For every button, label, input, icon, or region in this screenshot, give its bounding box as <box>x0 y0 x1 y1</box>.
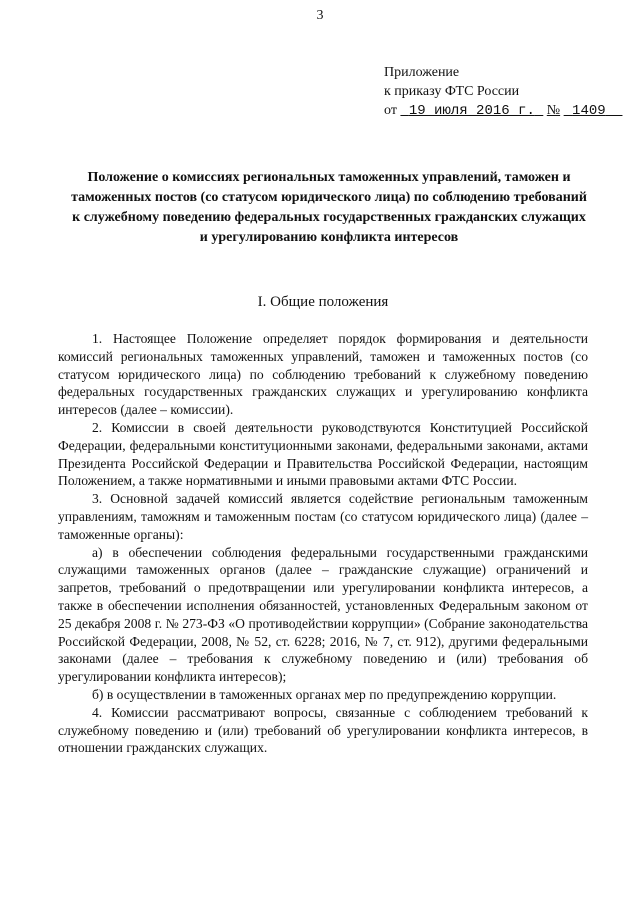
order-date: 19 июля 2016 г. <box>408 103 535 119</box>
paragraph-3a: а) в обеспечении соблюдения федеральными государственными гражданскими служащими таможенных органов (далее – гражданские служащие) ограничений и запретов, требований о предотвращении или урегулировании конфликта интересов, а также в обеспечении исполнения обязанностей, установленных Федеральным законом от 25 декабря 2008 г. № 273-ФЗ «О противодействии коррупции» (Собрание законодательства Российской Федерации, 2008, № 52, ст. 6228; 2016, № 7, ст. 912), другими федеральными законами (далее – требования к служебному поведению и (или) требования об урегулировании конфликта интересов); <box>58 544 588 685</box>
order-number: 1409 <box>572 103 606 119</box>
section-heading: I. Общие положения <box>257 294 389 310</box>
paragraph-3b: б) в осуществлении в таможенных органах мер по предупреждению коррупции. <box>92 686 557 702</box>
document-body <box>58 330 588 757</box>
paragraph-2: 2. Комиссии в своей деятельности руководствуются Конституцией Российской Федерации, федеральными конституционными законами, федеральными законами, актами Президента Российской Федерации и Правительства Российской Федерации, настоящим Положением, а также нормативными и иными правовыми актами ФТС России. <box>58 419 588 489</box>
appendix-order-ref: к приказу ФТС России <box>384 84 520 99</box>
date-prefix: от <box>384 103 397 118</box>
appendix-label: Приложение <box>384 65 460 80</box>
appendix-block <box>384 63 622 121</box>
document-title: Положение о комиссиях региональных таможенных управлений, таможен и таможенных постов (со статусом юридического лица) по соблюдению требований к служебному поведению федеральных государственных гражданских служащих и урегулированию конфликта интересов <box>71 170 587 245</box>
appendix-date-line <box>384 101 622 121</box>
paragraph-4: 4. Комиссии рассматривают вопросы, связанные с соблюдением требований к служебному поведению и (или) требований об урегулировании конфликта интересов, в отношении гражданских служащих. <box>58 704 588 756</box>
paragraph-3: 3. Основной задачей комиссий является содействие региональным таможенным управлениям, таможням и таможенным постам (со статусом юридического лица) (далее – таможенные органы): <box>58 491 588 542</box>
number-sign: № <box>546 103 561 118</box>
paragraph-1: 1. Настоящее Положение определяет порядок формирования и деятельности комиссий региональных таможенных управлений, таможен и таможенных постов (со статусом юридического лица) по соблюдению требований к служебному поведению федеральных государственных гражданских служащих и урегулированию конфликта интересов (далее – комиссии). <box>58 331 588 418</box>
page-number: 3 <box>316 8 324 23</box>
